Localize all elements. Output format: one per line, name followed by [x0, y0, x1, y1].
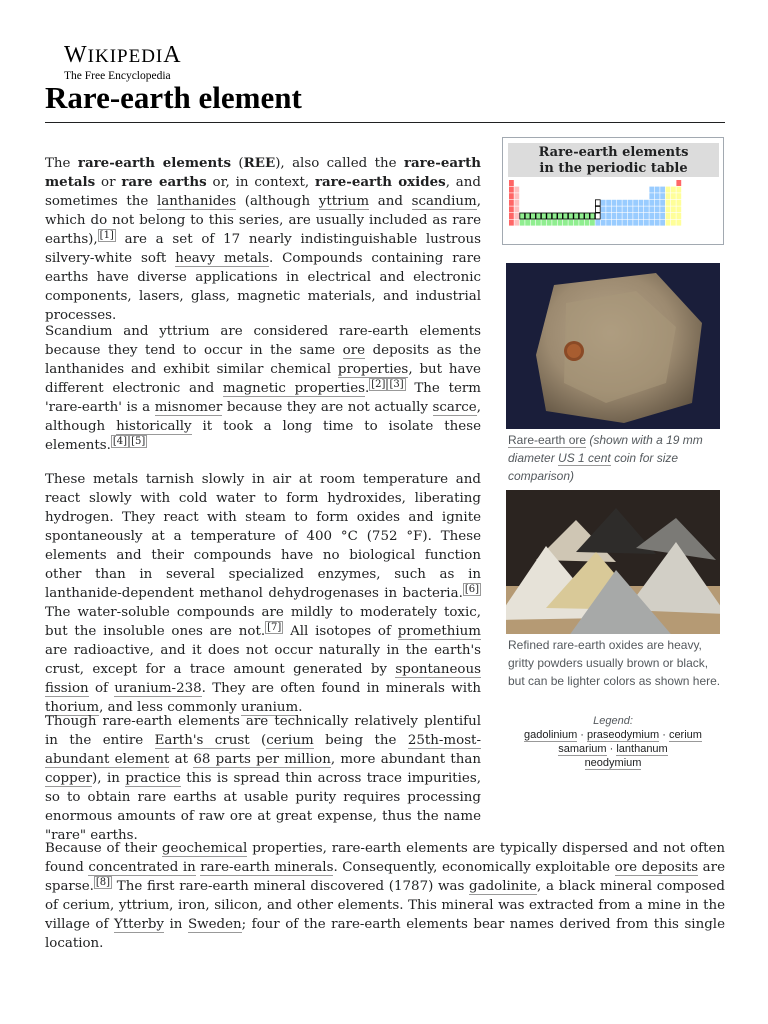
element-cell [531, 220, 536, 226]
element-cell [660, 200, 665, 206]
periodic-table-infobox [502, 137, 724, 245]
bold-term: REE [243, 155, 276, 171]
element-cell [649, 213, 654, 219]
text-run: , although [45, 400, 481, 434]
article-link[interactable]: magnetic properties [222, 381, 366, 396]
element-cell [606, 213, 611, 219]
element-cell [622, 220, 627, 226]
article-link[interactable]: promethium [397, 624, 482, 639]
element-cell [633, 220, 638, 226]
ore-caption-link[interactable]: Rare-earth ore [508, 433, 587, 447]
title-divider [45, 122, 725, 123]
text-run: All isotopes of [283, 624, 398, 639]
article-link[interactable]: lanthanides [156, 194, 237, 209]
text-run: , more abundant than [330, 752, 481, 767]
ore-caption: Rare-earth ore (shown with a 19 mm diameter US 1 cent coin for size comparison) [508, 433, 703, 483]
element-cell [660, 213, 665, 219]
element-cell [639, 213, 644, 219]
element-cell [622, 206, 627, 212]
citation-ref[interactable]: [5] [131, 435, 146, 447]
citation-ref[interactable]: [7] [267, 621, 282, 633]
element-cell [541, 213, 546, 219]
text-run: . Compounds containing rare earths have diverse applications in electrical and electronic components, lasers, glass, magnetic materials, and industrial processes. [45, 251, 481, 323]
element-cell [514, 220, 519, 226]
element-cell [666, 213, 671, 219]
wikipedia-logo[interactable] [64, 42, 182, 82]
element-cell [655, 193, 660, 199]
element-cell [649, 187, 654, 193]
article-link[interactable]: historically [116, 419, 192, 434]
element-cell [671, 206, 676, 212]
element-cell [520, 213, 525, 219]
citation-ref[interactable]: [2] [371, 378, 386, 390]
element-cell [579, 220, 584, 226]
text-run: properties, rare-earth elements are typically dispersed and not often found [45, 841, 725, 875]
article-link[interactable]: gadolinite [469, 879, 538, 894]
text-run: . [298, 700, 303, 715]
text-run: and [369, 194, 412, 209]
intro-paragraph-5 [45, 839, 725, 953]
element-cell [633, 200, 638, 206]
intro-paragraph-4 [45, 712, 481, 845]
element-cell [509, 200, 514, 206]
intro-paragraph-1 [45, 154, 481, 325]
article-link[interactable]: thorium [45, 700, 100, 715]
element-cell [655, 213, 660, 219]
element-cell [509, 206, 514, 212]
text-run: ), also called the [275, 156, 404, 171]
citation-ref[interactable]: [1] [99, 229, 114, 241]
article-link[interactable]: rare-earth minerals [200, 860, 334, 875]
text-run: , but have different electronic and [45, 362, 481, 396]
element-cell [622, 213, 627, 219]
element-cell [671, 200, 676, 206]
element-cell [558, 213, 563, 219]
element-cell [676, 187, 681, 193]
us-cent-link[interactable]: US 1 cent [558, 451, 611, 465]
element-cell [563, 213, 568, 219]
text-run: ( [249, 733, 267, 748]
text-run: , and less commonly [99, 700, 241, 715]
text-run: The water-soluble compounds are mildly to moderately toxic, but the insoluble ones are not. [45, 605, 481, 639]
article-link[interactable]: Ytterby [113, 917, 165, 932]
text-run: The [45, 156, 78, 171]
citation-ref[interactable]: [8] [95, 876, 111, 888]
element-cell [676, 180, 681, 186]
element-cell [547, 213, 552, 219]
text-run: Though rare-earth elements are technically relatively plentiful in the entire [45, 714, 481, 748]
legend-separator: · [606, 743, 617, 755]
text-run: . Consequently, economically exploitable [333, 860, 615, 875]
element-cell [606, 220, 611, 226]
element-cell [514, 206, 519, 212]
element-cell [676, 220, 681, 226]
text-run: because they are not actually [222, 400, 433, 415]
bold-term: rare-earth metals [45, 155, 481, 190]
element-cell [579, 213, 584, 219]
element-cell [525, 213, 530, 219]
element-cell [639, 220, 644, 226]
article-link[interactable]: yttrium [318, 194, 370, 209]
element-cell [617, 206, 622, 212]
element-cell [655, 187, 660, 193]
element-cell [639, 206, 644, 212]
element-cell [514, 200, 519, 206]
text-run: in [164, 917, 188, 932]
element-cell [617, 213, 622, 219]
bold-term: rare earths [121, 174, 207, 190]
element-cell [666, 220, 671, 226]
element-cell [671, 193, 676, 199]
legend-link-gadolinium[interactable]: gadolinium [524, 729, 578, 741]
element-cell [601, 200, 606, 206]
element-cell [671, 220, 676, 226]
article-link[interactable]: uranium-238 [114, 681, 202, 696]
text-run: deposits as the lanthanides and exhibit similar chemical [45, 343, 482, 377]
element-cell [649, 220, 654, 226]
element-cell [660, 187, 665, 193]
element-cell [574, 213, 579, 219]
element-cell [590, 220, 595, 226]
element-cell [563, 220, 568, 226]
element-cell [628, 206, 633, 212]
element-cell [514, 187, 519, 193]
element-cell [568, 213, 573, 219]
article-link[interactable]: ore [342, 343, 366, 358]
intro-paragraph-2 [45, 322, 481, 455]
legend-row-2 [502, 742, 724, 756]
text-run: Because of their [45, 841, 162, 856]
element-cell [633, 206, 638, 212]
article-link[interactable]: properties [337, 362, 409, 377]
rare-earth-oxides-image[interactable] [506, 490, 720, 634]
element-cell [552, 213, 557, 219]
article-link[interactable]: Sweden [187, 917, 242, 932]
article-link[interactable]: geochemical [161, 841, 248, 856]
text-run: , which do not belong to this series, are usually included as rare earths), [45, 194, 481, 247]
element-cell [676, 200, 681, 206]
element-cell [666, 206, 671, 212]
article-link[interactable]: heavy metals [175, 251, 269, 266]
text-run: this is spread thin across trace impurities, so to obtain rare earths at usable purity requires processing enormous amounts of raw ore at great expense, thus the name "rare" earths. [45, 771, 481, 843]
element-cell [541, 220, 546, 226]
text-run: (although [236, 194, 319, 209]
text-run: . [365, 381, 370, 396]
legend-link-samarium[interactable]: samarium [558, 743, 607, 755]
element-cell [676, 193, 681, 199]
element-cell [509, 193, 514, 199]
text-run: ( [231, 156, 244, 171]
element-cell [509, 180, 514, 186]
legend-separator: · [659, 729, 669, 741]
element-cell [649, 200, 654, 206]
element-cell [628, 200, 633, 206]
citation-ref[interactable]: [4] [112, 435, 128, 447]
wikipedia-wordmark: WIKIPEDIA [64, 42, 182, 68]
element-cell [644, 220, 649, 226]
legend-row-1 [502, 728, 724, 742]
article-link[interactable]: cerium [266, 733, 314, 748]
element-cell [612, 213, 617, 219]
element-cell [552, 220, 557, 226]
wikipedia-tagline: The Free Encyclopedia [64, 70, 171, 82]
element-cell [649, 206, 654, 212]
text-run: The first rare-earth mineral discovered (1787) was [112, 879, 470, 894]
element-cell [666, 193, 671, 199]
element-cell [536, 213, 541, 219]
element-cell [509, 213, 514, 219]
element-cell [525, 220, 530, 226]
article-link[interactable]: copper [45, 771, 93, 786]
element-cell [644, 200, 649, 206]
element-cell [590, 213, 595, 219]
element-cell [617, 220, 622, 226]
text-run: are sparse. [45, 860, 725, 894]
text-run: or, in context, [206, 175, 315, 190]
bold-term: rare-earth oxides [314, 174, 446, 190]
element-cell [655, 206, 660, 212]
bold-term: rare-earth elements [77, 155, 232, 171]
article-link[interactable]: ore deposits [614, 860, 699, 875]
text-run: ), in [92, 771, 126, 786]
rare-earth-ore-image[interactable] [506, 263, 720, 429]
element-cell [601, 206, 606, 212]
element-cell [606, 206, 611, 212]
element-cell [585, 213, 590, 219]
element-cell [660, 206, 665, 212]
legend-link-praseodymium[interactable]: praseodymium [587, 729, 660, 741]
legend-link-neodymium[interactable]: neodymium [584, 757, 642, 769]
text-run: , a black mineral composed of cerium, yttrium, iron, silicon, and other elements. This mineral was extracted from a mine in the village of [45, 879, 725, 932]
legend-row-3 [502, 756, 724, 770]
element-cell [520, 220, 525, 226]
element-cell [622, 200, 627, 206]
element-cell [574, 220, 579, 226]
legend-link-lanthanum[interactable]: lanthanum [616, 743, 668, 755]
element-cell [595, 213, 600, 219]
element-cell [612, 206, 617, 212]
text-run: being the [313, 733, 408, 748]
oxide-caption: Refined rare-earth oxides are heavy, gritty powders usually brown or black, but can be lighter colors as shown here. [508, 638, 721, 688]
element-cell [676, 206, 681, 212]
text-run: at [169, 752, 194, 767]
oxide-legend: Legend: gadolinium · praseodymium · cerium samarium · lanthanum neodymium [502, 714, 724, 770]
element-cell [612, 220, 617, 226]
page-title: Rare-earth element [45, 80, 302, 115]
element-cell [644, 213, 649, 219]
citation-ref[interactable]: [3] [389, 378, 404, 390]
text-run: it took a long time to isolate these elements. [45, 419, 481, 453]
text-run: . They are often found in minerals with [201, 681, 481, 696]
element-cell [649, 193, 654, 199]
element-cell [568, 220, 573, 226]
text-run: are radioactive, and it does not occur naturally in the earth's crust, except for a trace amount generated by [45, 643, 481, 677]
article-link[interactable]: 68 parts per million [193, 752, 331, 767]
element-cell [644, 206, 649, 212]
element-cell [676, 213, 681, 219]
element-cell [617, 200, 622, 206]
element-cell [595, 200, 600, 206]
element-cell [612, 200, 617, 206]
infobox-title: Rare-earth elements in the periodic table [508, 143, 719, 177]
text-run: These metals tarnish slowly in air at room temperature and react slowly with cold water to form hydroxides, liberating hydrogen. They react with steam to form oxides and ignite spontaneously at a temperature of 400 °C (752 °F). These elements and their compounds have no biological function other than in several specialized enzymes, such as in lanthanide-dependent methanol dehydrogenases in bacteria. [45, 472, 481, 601]
article-link[interactable]: practice [125, 771, 181, 786]
article-link[interactable]: misnomer [154, 400, 223, 415]
element-cell [531, 213, 536, 219]
text-run: are a set of 17 nearly indistinguishable lustrous silvery-white soft [45, 232, 481, 266]
periodic-table-map[interactable] [508, 179, 720, 241]
element-cell [628, 213, 633, 219]
element-cell [509, 187, 514, 193]
element-cell [671, 213, 676, 219]
text-run: ; four of the rare-earth elements bear names derived from this single location. [45, 917, 725, 951]
element-cell [601, 213, 606, 219]
element-cell [509, 220, 514, 226]
element-cell [655, 200, 660, 206]
element-cell [660, 193, 665, 199]
element-cell [666, 200, 671, 206]
article-link[interactable]: scandium [411, 194, 477, 209]
text-run: Scandium and yttrium are considered rare-earth elements because they tend to occur in the same [45, 324, 481, 358]
element-cell [601, 220, 606, 226]
article-link[interactable]: scarce [432, 400, 477, 415]
intro-paragraph-3 [45, 470, 481, 717]
text-run: The term 'rare-earth' is a [45, 381, 481, 415]
legend-separator: · [577, 729, 588, 741]
element-cell [514, 193, 519, 199]
element-cell [633, 213, 638, 219]
article-link[interactable]: spontaneous fission [45, 662, 481, 696]
element-cell [660, 220, 665, 226]
element-cell [606, 200, 611, 206]
legend-link-cerium[interactable]: cerium [668, 729, 702, 741]
element-cell [595, 206, 600, 212]
element-cell [628, 220, 633, 226]
element-cell [547, 220, 552, 226]
text-run: or [95, 175, 122, 190]
element-cell [536, 220, 541, 226]
article-link[interactable]: uranium [240, 700, 299, 715]
element-cell [585, 220, 590, 226]
article-link[interactable]: 25th-most-abundant element [45, 733, 481, 767]
article-link[interactable]: concentrated in [88, 860, 196, 875]
element-cell [558, 220, 563, 226]
element-cell [655, 220, 660, 226]
element-cell [595, 220, 600, 226]
element-cell [671, 187, 676, 193]
element-cell [639, 200, 644, 206]
element-cell [514, 213, 519, 219]
citation-ref[interactable]: [6] [464, 583, 479, 595]
text-run: of [88, 681, 115, 696]
element-cell [666, 187, 671, 193]
article-link[interactable]: Earth's crust [154, 733, 250, 748]
text-run: , and sometimes the [45, 175, 481, 209]
